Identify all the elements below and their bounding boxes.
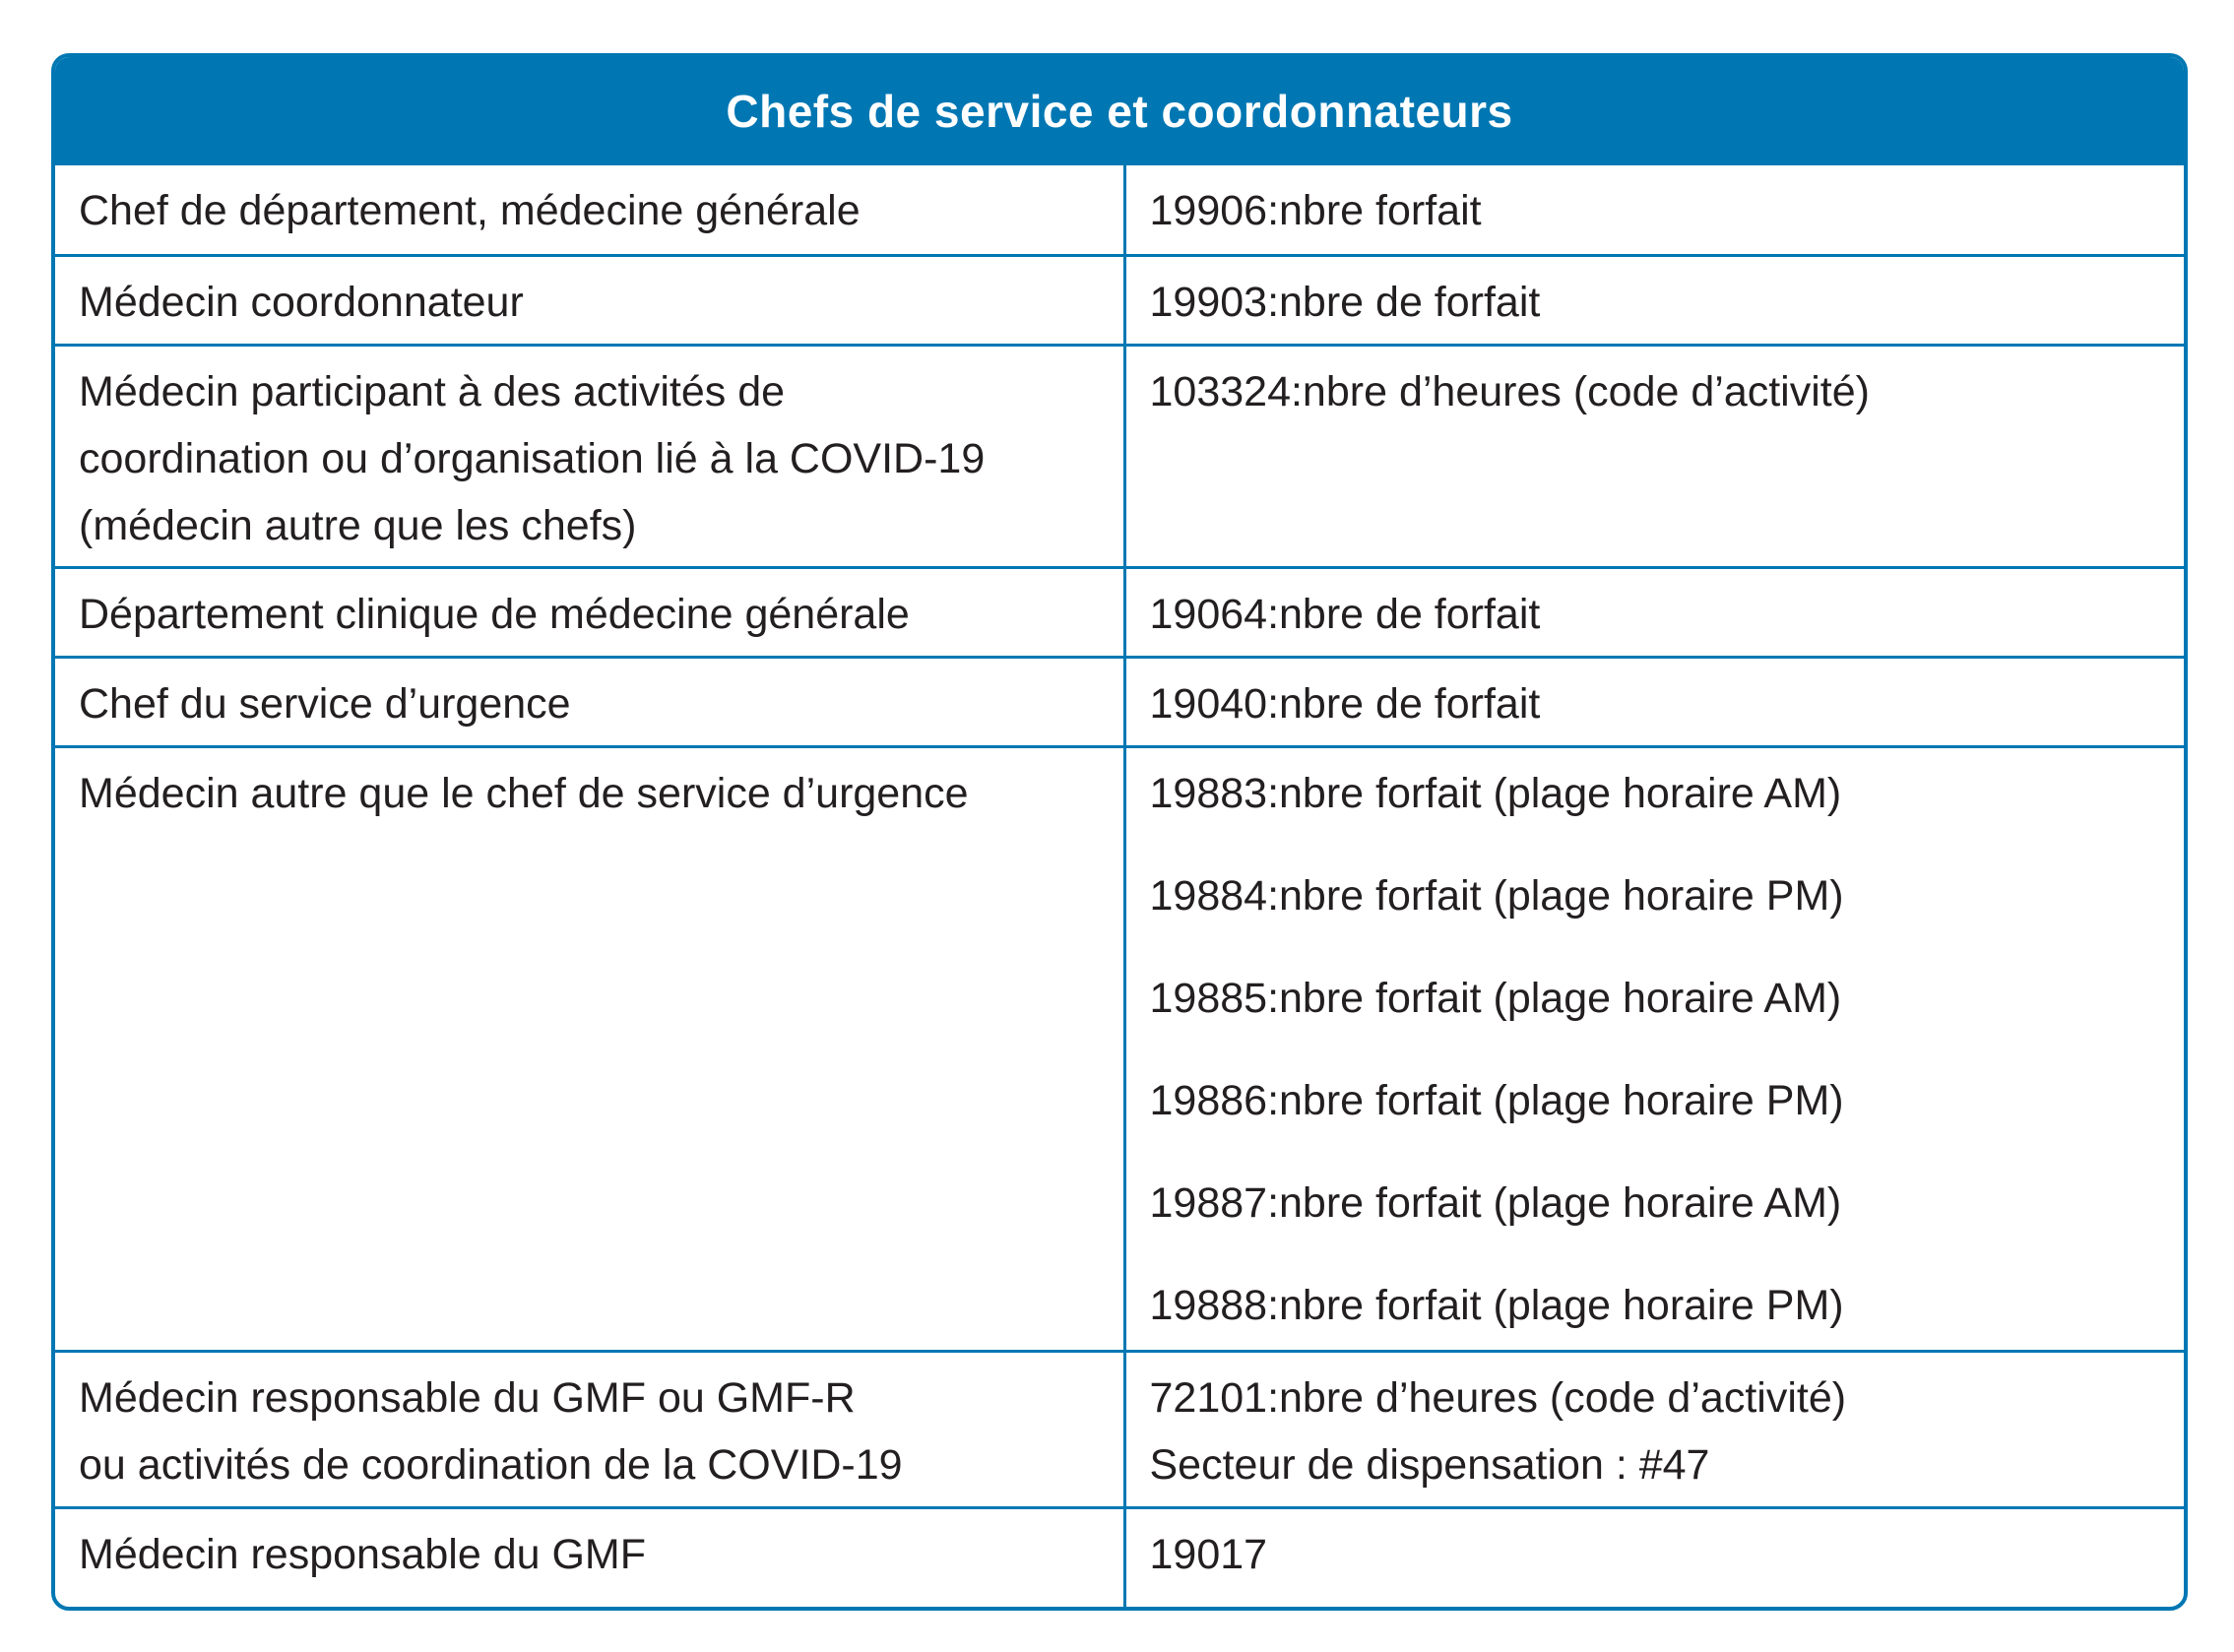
row-label — [55, 165, 1124, 255]
code-line: 19064:nbre de forfait — [1149, 590, 1541, 638]
table-title: Chefs de service et coordonnateurs — [55, 57, 2184, 165]
code-line: 19906:nbre forfait — [1149, 187, 1482, 234]
code-line: 19883:nbre forfait (plage horaire AM) — [1149, 769, 1842, 817]
code-line: 19885:nbre forfait (plage horaire AM) — [1149, 974, 1842, 1022]
code-line: 19886:nbre forfait (plage horaire PM) — [1149, 1076, 1844, 1124]
row-label — [55, 746, 1124, 1351]
table-row — [55, 746, 2184, 1351]
table-row — [55, 1507, 2184, 1610]
table-row — [55, 345, 2184, 567]
code-line: 19017 — [1149, 1530, 1268, 1578]
row-label — [55, 1507, 1124, 1610]
table-row — [55, 255, 2184, 345]
code-line: 19887:nbre forfait (plage horaire AM) — [1149, 1178, 1842, 1227]
code-line: 19040:nbre de forfait — [1149, 679, 1541, 728]
row-codes — [1124, 165, 2184, 255]
code-line: 19888:nbre forfait (plage horaire PM) — [1149, 1281, 1844, 1329]
row-codes — [1124, 746, 2184, 1351]
table-row — [55, 657, 2184, 746]
label-line: Chef du service d’urgence — [79, 679, 571, 728]
row-label — [55, 255, 1124, 345]
code-line: 72101:nbre d’heures (code d’activité) — [1149, 1373, 1847, 1422]
label-line: Département clinique de médecine générale — [79, 590, 910, 638]
table-row — [55, 1351, 2184, 1507]
row-codes — [1124, 1507, 2184, 1610]
row-codes — [1124, 657, 2184, 746]
code-line: 103324:nbre d’heures (code d’activité) — [1149, 367, 1870, 415]
row-codes — [1124, 1351, 2184, 1507]
label-line: ou activités de coordination de la COVID-19 — [79, 1440, 903, 1489]
label-line: Médecin autre que le chef de service d’urgence — [79, 769, 969, 817]
label-line: coordination ou d’organisation lié à la COVID-19 — [79, 434, 986, 482]
label-line: Médecin responsable du GMF — [79, 1530, 647, 1578]
label-line: Chef de département, médecine générale — [79, 187, 861, 234]
row-label — [55, 657, 1124, 746]
code-line: Secteur de dispensation : #47 — [1149, 1440, 1710, 1489]
label-line: Médecin coordonnateur — [79, 278, 524, 326]
label-line: (médecin autre que les chefs) — [79, 501, 637, 549]
row-label — [55, 567, 1124, 657]
table-row — [55, 567, 2184, 657]
row-codes — [1124, 567, 2184, 657]
codes-table — [55, 165, 2184, 1610]
billing-codes-table — [51, 53, 2188, 1611]
code-line: 19903:nbre de forfait — [1149, 278, 1541, 326]
row-codes — [1124, 345, 2184, 567]
code-line: 19884:nbre forfait (plage horaire PM) — [1149, 871, 1844, 920]
table-row — [55, 165, 2184, 255]
label-line: Médecin participant à des activités de — [79, 367, 786, 415]
row-label — [55, 1351, 1124, 1507]
row-codes — [1124, 255, 2184, 345]
row-label — [55, 345, 1124, 567]
label-line: Médecin responsable du GMF ou GMF-R — [79, 1373, 856, 1422]
